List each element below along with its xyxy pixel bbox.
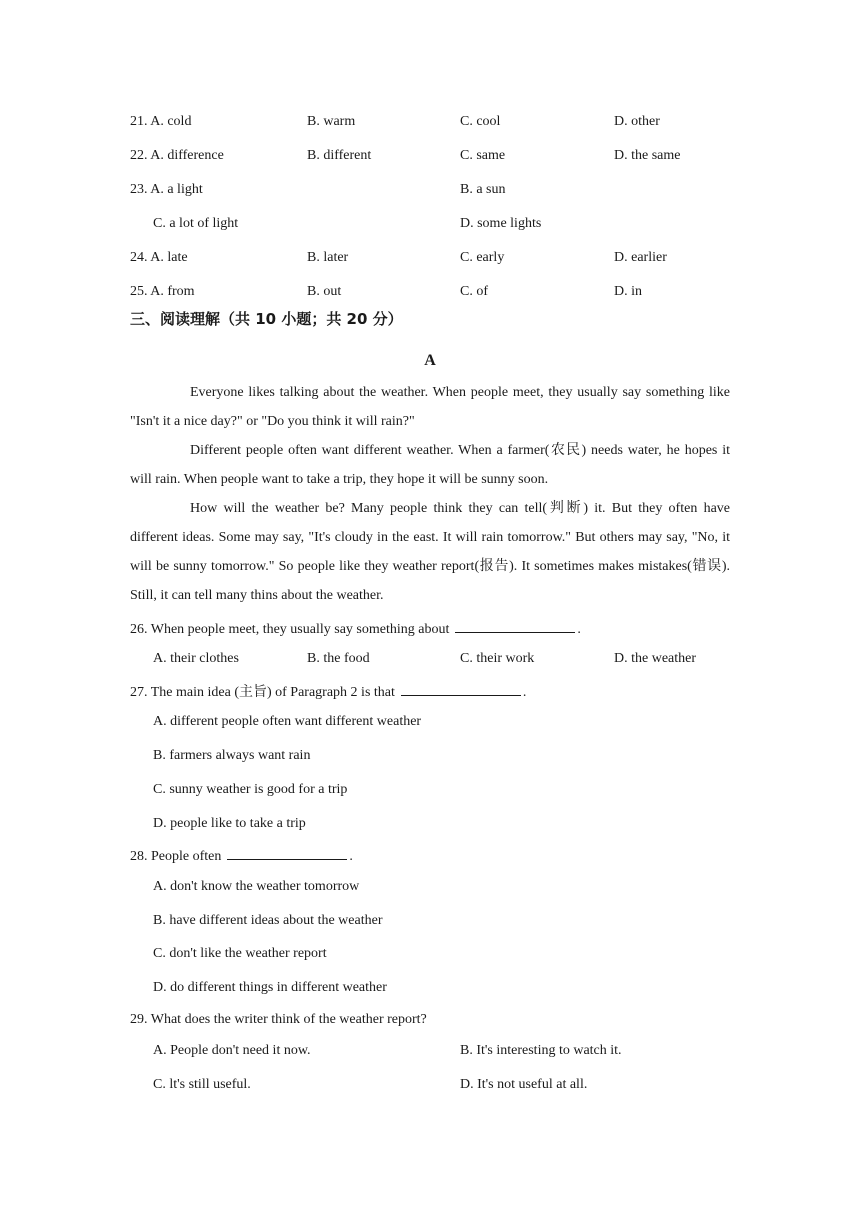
- passage-title: A: [424, 352, 436, 369]
- passage-paragraph-3: How will the weather be? Many people think they can tell(判断) it. But they often have different ideas. Some may say, "It's cloudy in the east. It will rain tomorrow." But others may say, "No, it will be sunny tomorrow." So people like they weather report(报告). It sometimes makes mistakes(错误). Still, it can tell many thins about the weather.: [130, 501, 730, 603]
- option-d: D. do different things in different weather: [153, 980, 387, 995]
- option-b: B. the food: [307, 651, 370, 666]
- option-c: C. don't like the weather report: [153, 946, 327, 961]
- option-b: B. later: [307, 250, 349, 265]
- option-b: B. farmers always want rain: [153, 748, 311, 763]
- question-28: 28. People often .: [130, 845, 353, 867]
- passage-paragraph-2: Different people often want different weather. When a farmer(农民) needs water, he hopes it will rain. When people want to take a trip, they hope it will be sunny soon.: [130, 443, 730, 487]
- question-stem: 29. What does the writer think of the weather report?: [130, 1012, 427, 1027]
- option-row-24: [0, 248, 860, 268]
- option-d: D. people like to take a trip: [153, 816, 306, 831]
- passage-paragraph-1: Everyone likes talking about the weather. When people meet, they usually say something like "Isn't it a nice day?" or "Do you think it will rain?": [130, 385, 730, 429]
- option-a: 21. A. cold: [130, 114, 192, 129]
- question-26-options: [0, 649, 860, 669]
- question-29: [130, 1010, 427, 1030]
- option-d: D. in: [614, 284, 642, 299]
- option-a: 24. A. late: [130, 250, 188, 265]
- option-d: D. It's not useful at all.: [460, 1077, 588, 1092]
- option-c: C. early: [460, 250, 505, 265]
- option-b: B. different: [307, 148, 372, 163]
- option-c: C. same: [460, 148, 506, 163]
- option-d: D. earlier: [614, 250, 667, 265]
- option-a: 25. A. from: [130, 284, 195, 299]
- question-26: 26. When people meet, they usually say something about .: [130, 618, 581, 640]
- option-row-23a: [0, 180, 860, 200]
- question-stem: 26. When people meet, they usually say something about: [130, 622, 450, 637]
- question-stem: 28. People often: [130, 849, 222, 864]
- option-c: C. a lot of light: [153, 216, 239, 231]
- question-27: 27. The main idea (主旨) of Paragraph 2 is that .: [130, 681, 526, 703]
- option-a: 22. A. difference: [130, 148, 224, 163]
- option-d: D. some lights: [460, 216, 542, 231]
- answer-blank: [455, 618, 575, 633]
- option-a: A. different people often want different weather: [153, 714, 422, 729]
- option-c: C. sunny weather is good for a trip: [153, 782, 348, 797]
- answer-blank: [227, 845, 347, 860]
- option-b: B. a sun: [460, 182, 506, 197]
- question-29-options-row-1: [0, 1041, 860, 1061]
- question-29-options-row-2: [0, 1075, 860, 1095]
- option-a: 23. A. a light: [130, 182, 203, 197]
- question-stem: 27. The main idea (主旨) of Paragraph 2 is that: [130, 685, 395, 700]
- option-b: B. It's interesting to watch it.: [460, 1043, 622, 1058]
- option-a: A. their clothes: [153, 651, 239, 666]
- option-b: B. out: [307, 284, 342, 299]
- option-b: B. have different ideas about the weather: [153, 913, 383, 928]
- option-row-23b: [0, 214, 860, 234]
- answer-blank: [401, 681, 521, 696]
- option-d: D. the weather: [614, 651, 697, 666]
- option-d: D. the same: [614, 148, 681, 163]
- option-a: A. don't know the weather tomorrow: [153, 879, 360, 894]
- option-c: C. cool: [460, 114, 501, 129]
- option-c: C. of: [460, 284, 488, 299]
- option-a: A. People don't need it now.: [153, 1043, 311, 1058]
- option-d: D. other: [614, 114, 660, 129]
- option-b: B. warm: [307, 114, 356, 129]
- option-row-22: [0, 146, 860, 166]
- option-c: C. lt's still useful.: [153, 1077, 251, 1092]
- option-row-25: [0, 282, 860, 302]
- section-heading: 三、阅读理解（共 10 小题；共 20 分）: [130, 310, 403, 328]
- option-c: C. their work: [460, 651, 535, 666]
- option-row-21: [0, 112, 860, 132]
